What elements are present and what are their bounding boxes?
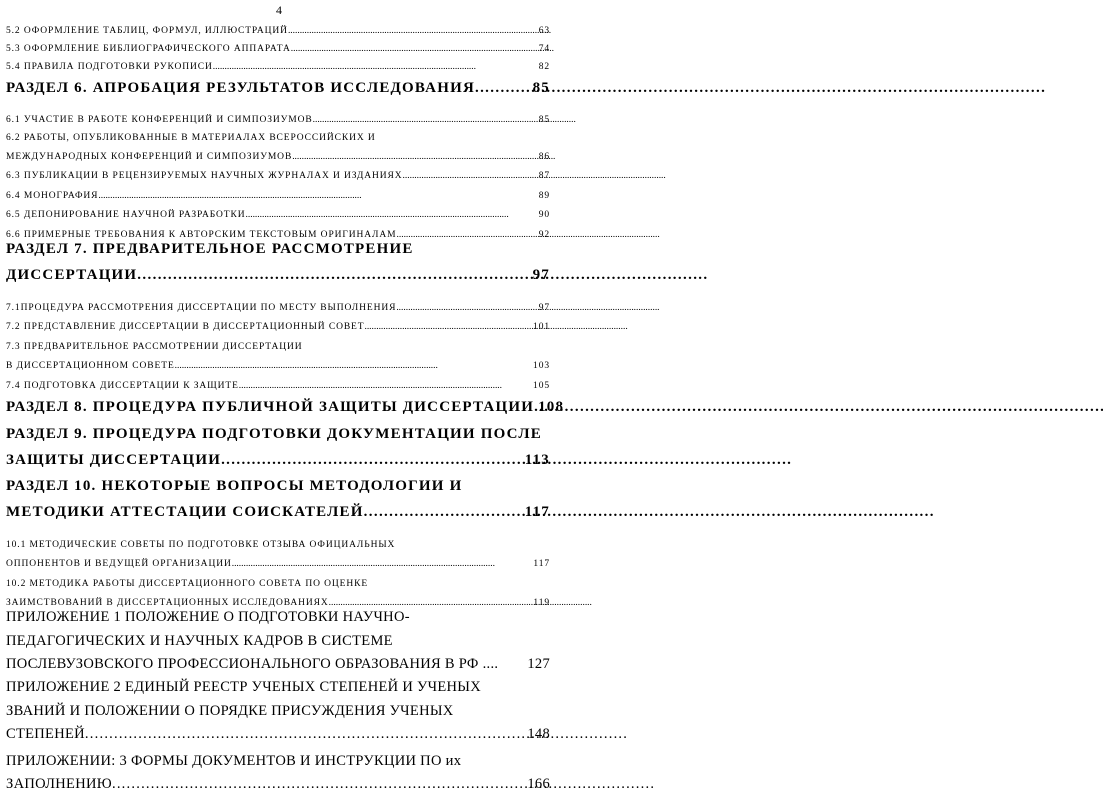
- dot-leader: [292, 150, 539, 164]
- toc-entry-title: ЗАПОЛНЕНИЮ: [6, 776, 112, 792]
- toc-page-number: 74: [538, 44, 550, 54]
- dot-leader: [291, 42, 539, 56]
- toc-entry-title: 5.3 ОФОРМЛЕНИЕ БИБЛИОГРАФИЧЕСКОГО АППАРАТА: [6, 44, 291, 54]
- toc-page-number: 148: [527, 726, 550, 742]
- dot-leader: [313, 113, 539, 127]
- toc-page-number: 103: [533, 361, 550, 371]
- toc-entry-line: ПРИЛОЖЕНИИ: 3 ФОРМЫ ДОКУМЕНТОВ И ИНСТРУКЦИИ ПО их: [6, 752, 462, 769]
- toc-entry[interactable]: [6, 502, 550, 522]
- toc-page-number: 92: [538, 230, 550, 240]
- dot-leader: [246, 208, 539, 222]
- toc-entry[interactable]: [6, 169, 550, 183]
- toc-entry-title: ЗАЩИТЫ ДИССЕРТАЦИИ: [6, 452, 222, 468]
- toc-entry-line: 7.3 ПРЕДВАРИТЕЛЬНОЕ РАССМОТРЕНИИ ДИССЕРТАЦИИ: [6, 341, 303, 352]
- toc-entry[interactable]: [6, 450, 550, 470]
- toc-entry[interactable]: [6, 42, 550, 56]
- toc-page-number: 85: [532, 80, 550, 96]
- toc-entry-title: ДИССЕРТАЦИИ: [6, 267, 138, 283]
- toc-entry-title: ПОСЛЕВУЗОВСКОГО ПРОФЕССИОНАЛЬНОГО ОБРАЗОВАНИЯ В РФ ....: [6, 656, 499, 672]
- toc-entry-title: МЕЖДУНАРОДНЫХ КОНФЕРЕНЦИЙ И СИМПОЗИУМОВ: [6, 152, 293, 162]
- toc-entry-line: ПРИЛОЖЕНИЕ 2 ЕДИНЫЙ РЕЕСТР УЧЕНЫХ СТЕПЕНЕЙ И УЧЕНЫХ: [6, 679, 481, 695]
- toc-page-number: 89: [538, 191, 550, 201]
- toc-entry-title: В ДИССЕРТАЦИОННОМ СОВЕТЕ: [6, 361, 175, 371]
- toc-entry[interactable]: [6, 208, 550, 222]
- toc-page-number: 97: [538, 303, 550, 313]
- toc-entry-line: РАЗДЕЛ 9. ПРОЦЕДУРА ПОДГОТОВКИ ДОКУМЕНТАЦИИ ПОСЛЕ: [6, 426, 542, 442]
- dot-leader: [397, 228, 539, 242]
- toc-entry[interactable]: [6, 301, 550, 315]
- toc-entry[interactable]: [6, 379, 550, 393]
- toc-entry[interactable]: [6, 113, 550, 127]
- toc-entry-line: ЗВАНИЙ И ПОЛОЖЕНИИ О ПОРЯДКЕ ПРИСУЖДЕНИЯ УЧЕНЫХ: [6, 702, 454, 719]
- toc-entry-line: 10.2 МЕТОДИКА РАБОТЫ ДИССЕРТАЦИОННОГО СОВЕТА ПО ОЦЕНКЕ: [6, 578, 369, 589]
- dot-leader: [475, 78, 533, 98]
- toc-entry[interactable]: [6, 724, 550, 744]
- toc-entry[interactable]: [6, 397, 565, 417]
- toc-page-number: 113: [524, 452, 550, 468]
- toc-entry[interactable]: [6, 557, 550, 571]
- toc-page-number: 108: [538, 399, 565, 415]
- toc-entry-line: ПЕДАГОГИЧЕСКИХ И НАУЧНЫХ КАДРОВ В СИСТЕМЕ: [6, 632, 393, 649]
- toc-entry-title: 5.2 ОФОРМЛЕНИЕ ТАБЛИЦ, ФОРМУЛ, ИЛЛЮСТРАЦИЙ: [6, 26, 288, 36]
- toc-entry-line: ПРИЛОЖЕНИЕ 1 ПОЛОЖЕНИЕ О ПОДГОТОВКИ НАУЧНО-: [6, 609, 410, 625]
- dot-leader: [403, 169, 539, 183]
- toc-entry-title: 7.1ПРОЦЕДУРА РАССМОТРЕНИЯ ДИССЕРТАЦИИ ПО МЕСТУ ВЫПОЛНЕНИЯ: [6, 303, 397, 313]
- dot-leader: [364, 502, 525, 522]
- toc-entry-line: РАЗДЕЛ 7. ПРЕДВАРИТЕЛЬНОЕ РАССМОТРЕНИЕ: [6, 241, 414, 257]
- toc-entry-line: 6.2 РАБОТЫ, ОПУБЛИКОВАННЫЕ В МАТЕРИАЛАХ ВСЕРОССИЙСКИХ И: [6, 132, 376, 143]
- toc-entry[interactable]: [6, 654, 550, 674]
- toc-entry[interactable]: [6, 78, 550, 98]
- toc-entry[interactable]: [6, 150, 550, 164]
- dot-leader: [112, 774, 527, 794]
- toc-entry-title: МЕТОДИКИ АТТЕСТАЦИИ СОИСКАТЕЛЕЙ: [6, 504, 364, 520]
- toc-page-number: 105: [533, 381, 550, 391]
- toc-page-number: 86: [538, 152, 550, 162]
- toc-page-number: 97: [532, 267, 550, 283]
- dot-leader: [396, 301, 538, 315]
- toc-entry-title: РАЗДЕЛ 8. ПРОЦЕДУРА ПУБЛИЧНОЙ ЗАЩИТЫ ДИССЕРТАЦИИ: [6, 399, 535, 415]
- toc-entry-title: 6.5 ДЕПОНИРОВАНИЕ НАУЧНОЙ РАЗРАБОТКИ: [6, 210, 246, 220]
- toc-entry-title: ЗАИМСТВОВАНИЙ В ДИССЕРТАЦИОННЫХ ИССЛЕДОВАНИЯХ: [6, 598, 329, 608]
- toc-entry-title: 7.4 ПОДГОТОВКА ДИССЕРТАЦИИ К ЗАЩИТЕ: [6, 381, 239, 391]
- toc-page-number: 87: [538, 171, 550, 181]
- toc-entry-title: 6.6 ПРИМЕРНЫЕ ТРЕБОВАНИЯ К АВТОРСКИМ ТЕКСТОВЫМ ОРИГИНАЛАМ: [6, 230, 397, 240]
- toc-entry[interactable]: [6, 60, 550, 74]
- page-number: 4: [276, 3, 282, 17]
- toc-page-number: 82: [538, 62, 550, 72]
- toc-page-number: 90: [538, 210, 550, 220]
- toc-page-number: 101: [533, 322, 550, 332]
- toc-entry[interactable]: [6, 24, 550, 38]
- toc-entry-title: 5.4 ПРАВИЛА ПОДГОТОВКИ РУКОПИСИ: [6, 62, 213, 72]
- dot-leader: [364, 320, 533, 334]
- toc-entry-title: 6.1 УЧАСТИЕ В РАБОТЕ КОНФЕРЕНЦИЙ И СИМПОЗИУМОВ: [6, 115, 313, 125]
- toc-entry-title: 6.4 МОНОГРАФИЯ: [6, 191, 99, 201]
- toc-page-number: 63: [538, 26, 550, 36]
- toc-entry-title: 6.3 ПУБЛИКАЦИИ В РЕЦЕНЗИРУЕМЫХ НАУЧНЫХ ЖУРНАЛАХ И ИЗДАНИЯХ: [6, 171, 403, 181]
- toc-entry-title: РАЗДЕЛ 6. АПРОБАЦИЯ РЕЗУЛЬТАТОВ ИССЛЕДОВАНИЯ: [6, 80, 475, 96]
- dot-leader: [175, 359, 533, 373]
- toc-entry[interactable]: [6, 265, 550, 285]
- toc-entry-title: 7.2 ПРЕДСТАВЛЕНИЕ ДИССЕРТАЦИИ В ДИССЕРТАЦИОННЫЙ СОВЕТ: [6, 322, 365, 332]
- dot-leader: [221, 450, 525, 470]
- dot-leader: [232, 557, 534, 571]
- toc-entry-title: СТЕПЕНЕЙ: [6, 726, 85, 742]
- toc-entry[interactable]: [6, 189, 550, 203]
- dot-leader: [288, 24, 539, 38]
- toc-entry[interactable]: [6, 774, 550, 794]
- toc-page-number: 127: [527, 656, 550, 672]
- toc-entry-line: 10.1 МЕТОДИЧЕСКИЕ СОВЕТЫ ПО ПОДГОТОВКЕ ОТЗЫВА ОФИЦИАЛЬНЫХ: [6, 539, 396, 550]
- dot-leader: [85, 724, 527, 744]
- toc-entry-title: ОППОНЕНТОВ И ВЕДУЩЕЙ ОРГАНИЗАЦИИ: [6, 559, 232, 569]
- dot-leader: [213, 60, 539, 74]
- toc-entry[interactable]: [6, 359, 550, 373]
- dot-leader: [239, 379, 533, 393]
- dot-leader: [98, 189, 538, 203]
- toc-entry[interactable]: [6, 320, 550, 334]
- toc-page-number: 85: [538, 115, 550, 125]
- toc-page-number: 117: [533, 559, 550, 569]
- dot-leader: [137, 265, 532, 285]
- toc-page-number: 166: [527, 776, 550, 792]
- toc-page-number: 119: [533, 598, 550, 608]
- toc-entry-line: РАЗДЕЛ 10. НЕКОТОРЫЕ ВОПРОСЫ МЕТОДОЛОГИИ И: [6, 478, 463, 494]
- toc-page-number: 117: [524, 504, 550, 520]
